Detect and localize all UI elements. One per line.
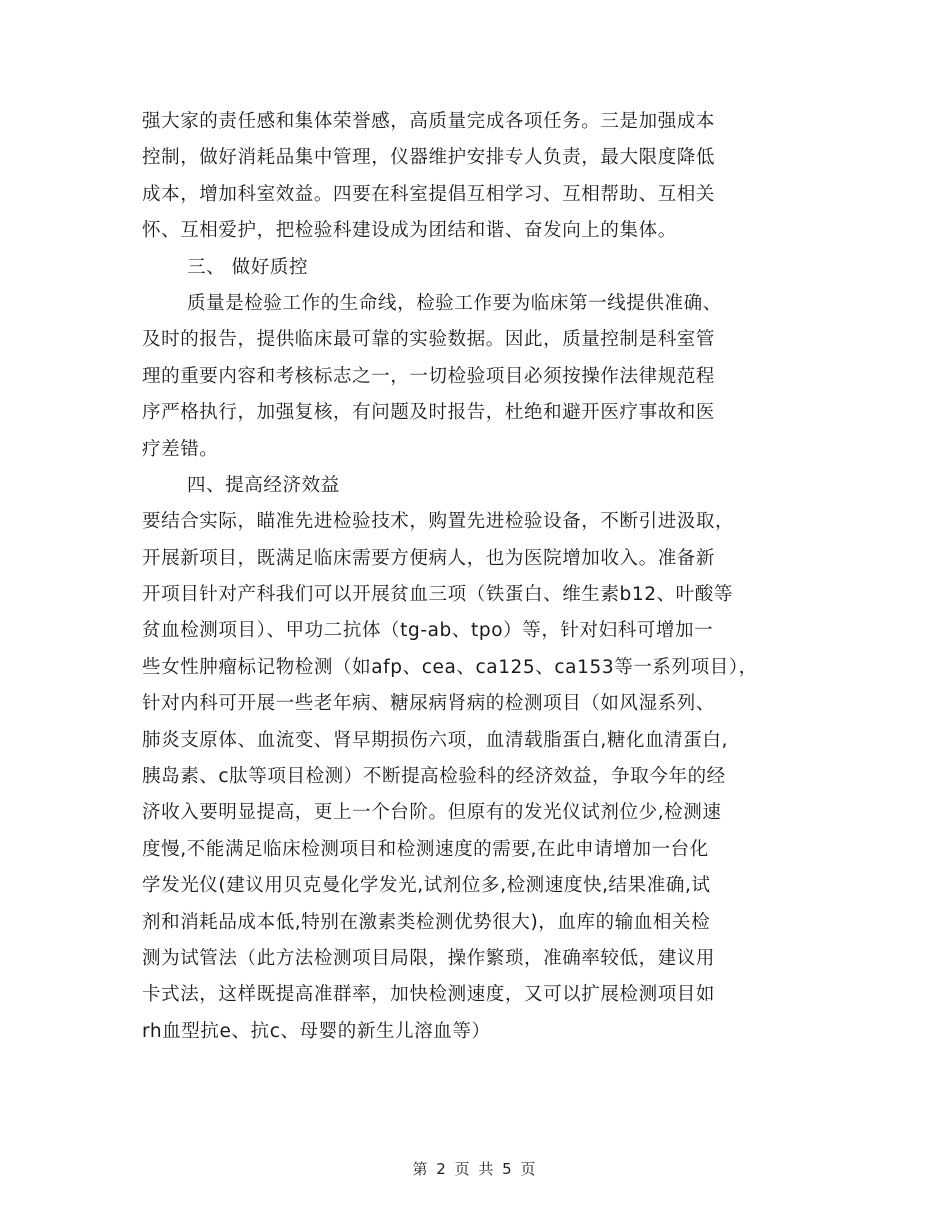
text-line: 胰岛素、c肽等项目检测）不断提高检验科的经济效益，争取今年的经 bbox=[142, 766, 726, 788]
text-line: 贫血检测项目）、甲功二抗体（tg-ab、tpo）等，针对妇科可增加一 bbox=[142, 620, 714, 642]
text-line: 怀、互相爱护，把检验科建设成为团结和谐、奋发向上的集体。 bbox=[142, 220, 677, 242]
document-body bbox=[142, 104, 814, 1050]
text-line: 要结合实际，瞄准先进检验技术，购置先进检验设备，不断引进汲取， bbox=[142, 511, 735, 533]
text-line: 开项目针对产科我们可以开展贫血三项（铁蛋白、维生素b12、叶酸等 bbox=[142, 584, 733, 606]
text-line: 质量是检验工作的生命线，检验工作要为临床第一线提供准确、 bbox=[187, 292, 722, 314]
text-line: 及时的报告，提供临床最可靠的实验数据。因此，质量控制是科室管 bbox=[142, 329, 716, 351]
section-heading-quality-control: 三、 做好质控 bbox=[187, 256, 309, 278]
text-line: 些女性肿瘤标记物检测（如afp、cea、ca125、ca153等一系列项目）， bbox=[142, 656, 758, 678]
text-line: 序严格执行，加强复核，有问题及时报告，杜绝和避开医疗事故和医 bbox=[142, 402, 716, 424]
text-line: 理的重要内容和考核标志之一，一切检验项目必须按操作法律规范程 bbox=[142, 365, 716, 387]
text-line: 强大家的责任感和集体荣誉感，高质量完成各项任务。三是加强成本 bbox=[142, 111, 716, 132]
text-line: 肺炎支原体、血流变、肾早期损伤六项，血清载脂蛋白,糖化血清蛋白, bbox=[142, 729, 728, 751]
text-line: 度慢,不能满足临床检测项目和检测速度的需要,在此申请增加一台化 bbox=[142, 838, 709, 860]
text-line: 测为试管法（此方法检测项目局限，操作繁琐，准确率较低，建议用 bbox=[142, 947, 716, 969]
page-number-footer: 第 2 页 共 5 页 bbox=[412, 1160, 538, 1178]
text-line: 控制，做好消耗品集中管理，仪器维护安排专人负责，最大限度降低 bbox=[142, 147, 716, 169]
text-line: 济收入要明显提高，更上一个台阶。但原有的发光仪试剂位少,检测速 bbox=[142, 802, 722, 824]
text-line: 学发光仪(建议用贝克曼化学发光,试剂位多,检测速度快,结果准确,试 bbox=[142, 875, 711, 897]
text-line: 剂和消耗品成本低,特别在激素类检测优势很大)，血库的输血相关检 bbox=[142, 911, 711, 933]
section-heading-economic-benefit: 四、提高经济效益 bbox=[187, 474, 340, 496]
text-line: 成本，增加科室效益。四要在科室提倡互相学习、互相帮助、互相关 bbox=[142, 183, 716, 205]
text-line: 针对内科可开展一些老年病、糖尿病肾病的检测项目（如风湿系列、 bbox=[142, 693, 716, 715]
text-line: 疗差错。 bbox=[142, 438, 219, 460]
text-line: 开展新项目，既满足临床需要方便病人，也为医院增加收入。准备新 bbox=[142, 547, 716, 569]
text-line: 卡式法，这样既提高准群率，加快检测速度，又可以扩展检测项目如 bbox=[142, 984, 716, 1006]
text-line: rh血型抗e、抗c、母婴的新生儿溶血等） bbox=[142, 1020, 491, 1042]
